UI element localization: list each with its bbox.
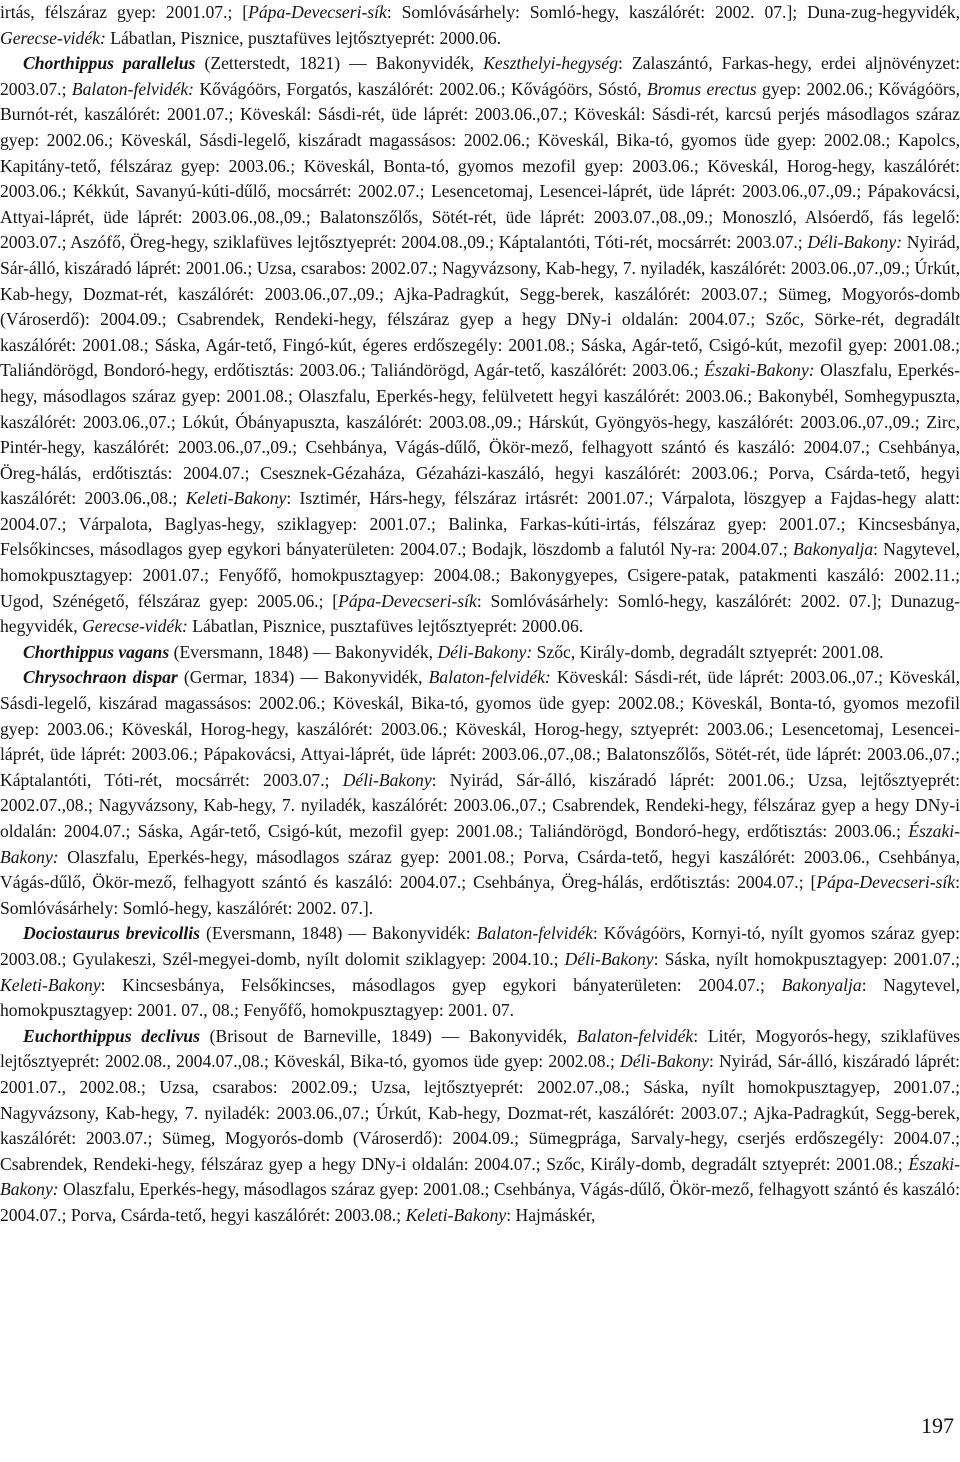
record-text: Lábatlan, Pisznice, pusztafüves lejtősztyeprét: 2000.06.: [105, 27, 502, 48]
record-text: : Nagytevel, homokpusztagyep: 2001. 07., 08.; Fenyőfő, homokpusztagyep: 2001. 07.: [0, 974, 960, 1021]
region-name: Keleti-Bakony: [0, 974, 101, 995]
record-text: : Somlóvásárhely: Somló-hegy, kaszálórét: 2002. 07.]; Duna-zug-hegyvidék,: [386, 2, 960, 22]
record-text: : Sáska, nyílt homokpusztagyep: 2001.07.;: [653, 948, 960, 969]
record-text: Nyirád, Sár-álló, kiszáradó láprét: 2001.06.; Uzsa, csarabos: 2002.07.; Nagyvázsony, Kab-hegy, 7. nyiladék, kaszálórét: 2003.06.,07.,09.; Úrkút, Kab-hegy, Dozmat-rét, kaszálórét: 2003.06.,07.,09.; Ajka-Padragkút, Segg-berek, kaszálórét: 2003.07.; Sümeg, Mogyorós-domb (Városerdő): 2004.09.; Csabrendek, Rendeki-hegy, félszáraz gyep a hegy DNy-i oldalán: 2004.07.; Szőc, Sörke-rét, degradált kaszálórét: 2001.08.; Sáska, Agár-tető, Fingó-kút, égeres erdőszegély: 2001.08.; Sáska, Agár-tető, Csigó-kút, mezofil gyep: 2001.08.; Taliándörögd, Bondoró-hegy, erdőtisztás: 2003.06.; Taliándörögd, Agár-tető, kaszálórét: 2003.06.;: [0, 232, 960, 381]
region-name: Északi-Bakony:: [704, 360, 815, 381]
record-text: (Brisout de Barneville, 1849) — Bakonyvidék,: [199, 1025, 577, 1046]
region-name: Pápa-Devecseri-sík: [816, 872, 956, 893]
record-text: (Zetterstedt, 1821) — Bakonyvidék,: [195, 53, 484, 74]
region-name: Déli-Bakony:: [437, 641, 533, 662]
record-text: gyep: 2002.06.; Kővágóörs, Burnót-rét, kaszálórét: 2001.07.; Köveskál: Sásdi-rét, üde láprét: 2003.06.,07.; Köveskál: Sásdi-rét, karcsú perjés másodlagos száraz gyep: 2002.06.; Köveskál, Sásdi-legelő, kiszáradt magassásos: 2002.06.; Köveskál, Bika-tó, gyomos üde gyep: 2002.08.; Kapolcs, Kapitány-tető, félszáraz gyep: 2003.06.; Köveskál, Bonta-tó, gyomos mezofil gyep: 2003.06.; Köveskál, Horog-hegy, kaszálórét: 2003.06.; Kékkút, Savanyú-kúti-dűlő, mocsárrét: 2002.07.; Lesencetomaj, Lesencei-láprét, üde láprét: 2003.06.,07.,09.; Pápakovácsi, Attyai-láprét, üde láprét: 2003.06.,08.,09.; Balatonszőlős, Sötét-rét, üde láprét: 2003.07.,08.,09.; Monoszló, Alsóerdő, fás legelő: 2003.07.; Aszófő, Öreg-hegy, sziklafüves lejtősztyeprét: 2004.08.,09.; Káptalantóti, Tóti-rét, mocsárrét: 2003.07.;: [0, 78, 960, 253]
paragraph-dociostaurus-brevicollis: [0, 921, 960, 1023]
page-number: 197: [921, 1413, 954, 1438]
record-text: : Hajmáskér,: [506, 1204, 596, 1225]
region-name: Keleti-Bakony: [185, 488, 287, 509]
record-text: (Germar, 1834) — Bakonyvidék,: [177, 667, 429, 688]
record-text: irtás, félszáraz gyep: 2001.07.; [: [0, 2, 249, 22]
region-name: Bakonyalja: [793, 539, 874, 560]
record-text: (Eversmann, 1848) — Bakonyvidék:: [200, 923, 477, 944]
paragraph-chorthippus-parallelus: [0, 51, 960, 640]
region-name: Gerecse-vidék:: [82, 616, 188, 637]
region-name: Déli-Bakony: [620, 1051, 709, 1072]
record-text: : Nyirád, Sár-álló, kiszáradó láprét: 2001.07., 2002.08.; Uzsa, csarabos: 2002.09.; Uzsa, lejtősztyeprét: 2002.07.,08.; Sáska, nyílt homokpusztagyep, 2001.07.; Nagyvázsony, Kab-hegy, 7. nyiladék: 2003.06.,07.; Úrkút, Kab-hegy, Dozmat-rét, kaszálórét: 2003.07.; Ajka-Padragkút, Segg-berek, kaszálórét: 2003.07.; Sümeg, Mogyorós-domb (Városerdő): 2004.09.; Sümegprága, Sarvaly-hegy, cserjés erdőszegély: 2004.07.; Csabrendek, Rendeki-hegy, félszáraz gyep a hegy DNy-i oldalán: 2004.07.; Szőc, Király-domb, degradált sztyeprét: 2001.08.;: [0, 1051, 960, 1174]
species-name: Euchorthippus declivus: [23, 1025, 200, 1046]
species-name: Chorthippus parallelus: [23, 53, 196, 74]
species-name: Chrysochraon dispar: [23, 667, 178, 688]
record-text: Lábatlan, Pisznice, pusztafüves lejtősztyeprét: 2000.06.: [187, 616, 584, 637]
paragraph-cont: [0, 0, 960, 51]
region-name: Keleti-Bakony: [405, 1204, 507, 1225]
region-name: Balaton-felvidék:: [71, 78, 195, 99]
record-text: : Nagytevel, homokpusztagyep: 2001.07.; Fenyőfő, homokpusztagyep: 2004.08.; Bakonygyepes, Csigere-patak, patakmenti kaszáló: 2002.11.; Ugod, Szénégető, félszáraz gyep: 2005.06.; [: [0, 539, 960, 611]
region-name: Déli-Bakony: [564, 948, 654, 969]
record-text: Szőc, Király-domb, degradált sztyeprét: 2001.08.: [532, 641, 884, 662]
region-name: Északi-Bakony:: [0, 821, 960, 867]
region-name: Bakonyalja: [781, 974, 862, 995]
record-text: Olaszfalu, Eperkés-hegy, másodlagos száraz gyep: 2001.08.; Csehbánya, Vágás-dűlő, Ökör-mező, felhagyott szántó és kaszáló: 2004.07.; Porva, Csárda-tető, hegyi kaszálórét: 2003.08.;: [0, 1179, 960, 1225]
record-text: Köveskál: Sásdi-rét, üde láprét: 2003.06.,07.; Köveskál, Sásdi-legelő, kiszárad magassásos: 2002.06.; Köveskál, Bika-tó, gyomos üde gyep: 2002.08.; Köveskál, Bonta-tó, gyomos mezofil gyep: 2003.06.; Köveskál, Horog-hegy, kaszálórét: 2003.06.; Köveskál, Horog-hegy, sztyeprét: 2003.06.; Lesencetomaj, Lesencei-láprét, üde láprét: 2003.06.; Pápakovácsi, Attyai-láprét, üde láprét: 2003.06.,07.,08.; Balatonszőlős, Sötét-rét, üde láprét: 2003.06.,07.; Káptalantóti, Tóti-rét, mocsárrét: 2003.07.;: [0, 667, 960, 790]
region-name: Pápa-Devecseri-sík: [338, 590, 477, 611]
paragraph-euchorthippus-declivus: [0, 1024, 960, 1229]
record-text: : Somlóvásárhely: Somló-hegy, kaszálórét: 2002. 07.]; Dunazug-hegyvidék,: [0, 590, 960, 637]
record-text: : Nyirád, Sár-álló, kiszáradó láprét: 2001.06.; Uzsa, lejtősztyeprét: 2002.07.,08.; Nagyvázsony, Kab-hegy, 7. nyiladék, kaszálórét: 2003.06.,07.; Csabrendek, Rendeki-hegy, félszáraz gyep a hegy DNy-i oldalán: 2004.07.; Sáska, Agár-tető, Csigó-kút, mezofil gyep: 2001.08.; Taliándörögd, Bondoró-hegy, erdőtisztás: 2003.06.;: [0, 769, 960, 841]
paragraph-chorthippus-vagans: [0, 640, 960, 666]
record-text: Olaszfalu, Eperkés-hegy, másodlagos száraz gyep: 2001.08.; Porva, Csárda-tető, hegyi kaszálórét: 2003.06., Csehbánya, Vágás-dűlő, Ökör-mező, felhagyott szántó és kaszáló: 2004.07.; Csehbánya, Öreg-hálás, erdőtisztás: 2004.07.; [: [0, 846, 960, 893]
region-name: Déli-Bakony:: [807, 232, 903, 253]
region-name: Pápa-Devecseri-sík: [248, 2, 387, 22]
region-name: Balaton-felvidék:: [428, 667, 551, 688]
species-name: Dociostaurus brevicollis: [23, 923, 201, 944]
region-name: Gerecse-vidék:: [0, 27, 106, 48]
record-text: : Zalaszántó, Farkas-hegy, erdei aljnövényzet: 2003.07.;: [0, 53, 960, 99]
record-text: Olaszfalu, Eperkés-hegy, másodlagos száraz gyep: 2001.08.; Olaszfalu, Eperkés-hegy, felülvetett hegyi kaszálórét: 2003.06.; Bakonybél, Somhegypuszta, kaszálórét: 2003.06.,07.; Lókút, Óbányapuszta, kaszálórét: 2003.08.,09.; Hárskút, Gyöngyös-hegy, kaszálórét: 2003.06.,07.,09.; Zirc, Pintér-hegy, kaszálórét: 2003.06.,07.,09.; Csehbánya, Vágás-dűlő, Ökör-mező, felhagyott szántó és kaszáló: 2004.07.; Csehbánya, Öreg-hálás, erdőtisztás: 2004.07.; Csesznek-Gézaháza, Gézaházi-kaszáló, hegyi kaszálórét: 2003.06.; Porva, Csárda-tető, hegyi kaszálórét: 2003.06.,08.;: [0, 360, 960, 509]
record-text: : Isztimér, Hárs-hegy, félszáraz irtásrét: 2001.07.; Várpalota, löszgyep a Fajdas-hegy alatt: 2004.07.; Várpalota, Baglyas-hegy, sziklagyep: 2001.07.; Balinka, Farkas-kúti-irtás, félszáraz gyep: 2001.07.; Kincsesbánya, Felsőkincses, másodlagos gyep egykori bányaterületen: 2004.07.; Bodajk, löszdomb a falutól Ny-ra: 2004.07.;: [0, 488, 960, 560]
region-name: Északi-Bakony:: [0, 1153, 960, 1200]
record-text: (Eversmann, 1848) — Bakonyvidék,: [169, 641, 438, 662]
region-name: Balaton-felvidék: [576, 1025, 694, 1046]
record-text: : Somlóvásárhely: Somló-hegy, kaszálórét: 2002. 07.].: [0, 872, 960, 918]
paragraph-chrysochraon-dispar: [0, 665, 960, 921]
region-name: Keszthelyi-hegység: [483, 53, 619, 74]
region-name: Déli-Bakony: [342, 769, 432, 790]
region-name: Bromus erectus: [646, 78, 757, 99]
record-text: Kővágóörs, Forgatós, kaszálórét: 2002.06.; Kővágóörs, Sóstó,: [194, 78, 647, 99]
record-text: : Litér, Mogyorós-hegy, sziklafüves lejtősztyeprét: 2002.08., 2004.07.,08.; Köveskál, Bika-tó, gyomos üde gyep: 2002.08.;: [0, 1025, 960, 1072]
record-text: : Kővágóörs, Kornyi-tó, nyílt gyomos száraz gyep: 2003.08.; Gyulakeszi, Szél-megyei-domb, nyílt dolomit sziklagyep: 2004.10.;: [0, 923, 960, 969]
species-name: Chorthippus vagans: [23, 641, 170, 662]
region-name: Balaton-felvidék: [476, 923, 593, 944]
record-text: : Kincsesbánya, Felsőkincses, másodlagos gyep egykori bányaterületen: 2004.07.;: [100, 974, 782, 995]
